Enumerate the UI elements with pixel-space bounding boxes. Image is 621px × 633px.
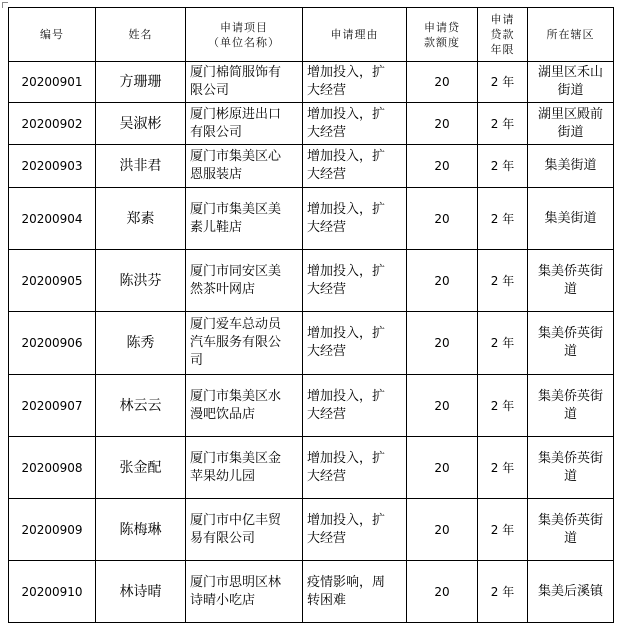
cell-district: 湖里区禾山 街道 (528, 62, 614, 103)
cell-amount: 20 (407, 437, 478, 499)
cell-amount: 20 (407, 561, 478, 623)
table-header-row (9, 8, 614, 62)
cell-term: 2 年 (478, 250, 528, 312)
table-row (9, 62, 614, 103)
cell-id: 20200906 (9, 312, 96, 375)
cell-reason: 增加投入，扩 大经营 (303, 145, 407, 188)
cell-term: 2 年 (478, 561, 528, 623)
cell-project: 厦门彬原进出口 有限公司 (186, 103, 303, 145)
cell-district: 集美侨英街 道 (528, 312, 614, 375)
cell-project: 厦门市集美区心 恩服装店 (186, 145, 303, 188)
cell-project: 厦门爱车总动员 汽车服务有限公 司 (186, 312, 303, 375)
cell-district: 集美街道 (528, 188, 614, 250)
cell-name: 洪非君 (96, 145, 186, 188)
cell-term: 2 年 (478, 375, 528, 437)
table-row (9, 103, 614, 145)
cell-reason: 增加投入，扩 大经营 (303, 250, 407, 312)
cell-amount: 20 (407, 62, 478, 103)
cell-id: 20200903 (9, 145, 96, 188)
cell-term: 2 年 (478, 103, 528, 145)
cell-id: 20200908 (9, 437, 96, 499)
header-term: 申请 贷款 年限 (478, 8, 528, 62)
cell-name: 吴淑彬 (96, 103, 186, 145)
cell-amount: 20 (407, 312, 478, 375)
header-amount: 申请贷 款额度 (407, 8, 478, 62)
header-district: 所在辖区 (528, 8, 614, 62)
cell-term: 2 年 (478, 499, 528, 561)
cell-name: 郑素 (96, 188, 186, 250)
cell-name: 方珊珊 (96, 62, 186, 103)
cell-reason: 增加投入，扩 大经营 (303, 62, 407, 103)
cell-name: 陈洪芬 (96, 250, 186, 312)
header-name: 姓名 (96, 8, 186, 62)
cell-reason: 增加投入，扩 大经营 (303, 499, 407, 561)
cell-district: 集美侨英街 道 (528, 499, 614, 561)
cell-id: 20200910 (9, 561, 96, 623)
cell-project: 厦门市同安区美 然茶叶网店 (186, 250, 303, 312)
cell-term: 2 年 (478, 437, 528, 499)
cell-reason: 增加投入，扩 大经营 (303, 437, 407, 499)
cell-name: 林云云 (96, 375, 186, 437)
cell-district: 集美侨英街 道 (528, 437, 614, 499)
cell-district: 集美街道 (528, 145, 614, 188)
loan-application-table (8, 7, 614, 623)
cell-district: 集美侨英街 道 (528, 250, 614, 312)
cell-amount: 20 (407, 375, 478, 437)
cell-name: 林诗晴 (96, 561, 186, 623)
cell-term: 2 年 (478, 62, 528, 103)
table-row (9, 188, 614, 250)
cell-term: 2 年 (478, 188, 528, 250)
cell-project: 厦门市思明区林 诗晴小吃店 (186, 561, 303, 623)
cell-id: 20200904 (9, 188, 96, 250)
cell-amount: 20 (407, 188, 478, 250)
cell-reason: 疫情影响，周 转困难 (303, 561, 407, 623)
cell-district: 集美侨英街 道 (528, 375, 614, 437)
table-row (9, 437, 614, 499)
cell-id: 20200902 (9, 103, 96, 145)
cell-id: 20200907 (9, 375, 96, 437)
cell-id: 20200909 (9, 499, 96, 561)
cell-reason: 增加投入，扩 大经营 (303, 103, 407, 145)
cell-project: 厦门市集美区水 漫吧饮品店 (186, 375, 303, 437)
cell-district: 集美后溪镇 (528, 561, 614, 623)
cell-amount: 20 (407, 145, 478, 188)
table-row (9, 499, 614, 561)
cell-project: 厦门市中亿丰贸 易有限公司 (186, 499, 303, 561)
cell-name: 张金配 (96, 437, 186, 499)
cell-project: 厦门市集美区美 素儿鞋店 (186, 188, 303, 250)
cell-term: 2 年 (478, 312, 528, 375)
cell-amount: 20 (407, 250, 478, 312)
table-row (9, 250, 614, 312)
cell-name: 陈秀 (96, 312, 186, 375)
cell-amount: 20 (407, 499, 478, 561)
cell-reason: 增加投入，扩 大经营 (303, 375, 407, 437)
cell-project: 厦门棉简服饰有 限公司 (186, 62, 303, 103)
cell-name: 陈梅琳 (96, 499, 186, 561)
cell-amount: 20 (407, 103, 478, 145)
header-reason: 申请理由 (303, 8, 407, 62)
header-id: 编号 (9, 8, 96, 62)
table-row (9, 312, 614, 375)
cell-id: 20200905 (9, 250, 96, 312)
cell-project: 厦门市集美区金 苹果幼儿园 (186, 437, 303, 499)
cell-id: 20200901 (9, 62, 96, 103)
cell-reason: 增加投入，扩 大经营 (303, 188, 407, 250)
cell-reason: 增加投入，扩 大经营 (303, 312, 407, 375)
table-row (9, 561, 614, 623)
header-project: 申请项目 （单位名称） (186, 8, 303, 62)
table-row (9, 375, 614, 437)
cell-term: 2 年 (478, 145, 528, 188)
cell-district: 湖里区殿前 街道 (528, 103, 614, 145)
table-row (9, 145, 614, 188)
